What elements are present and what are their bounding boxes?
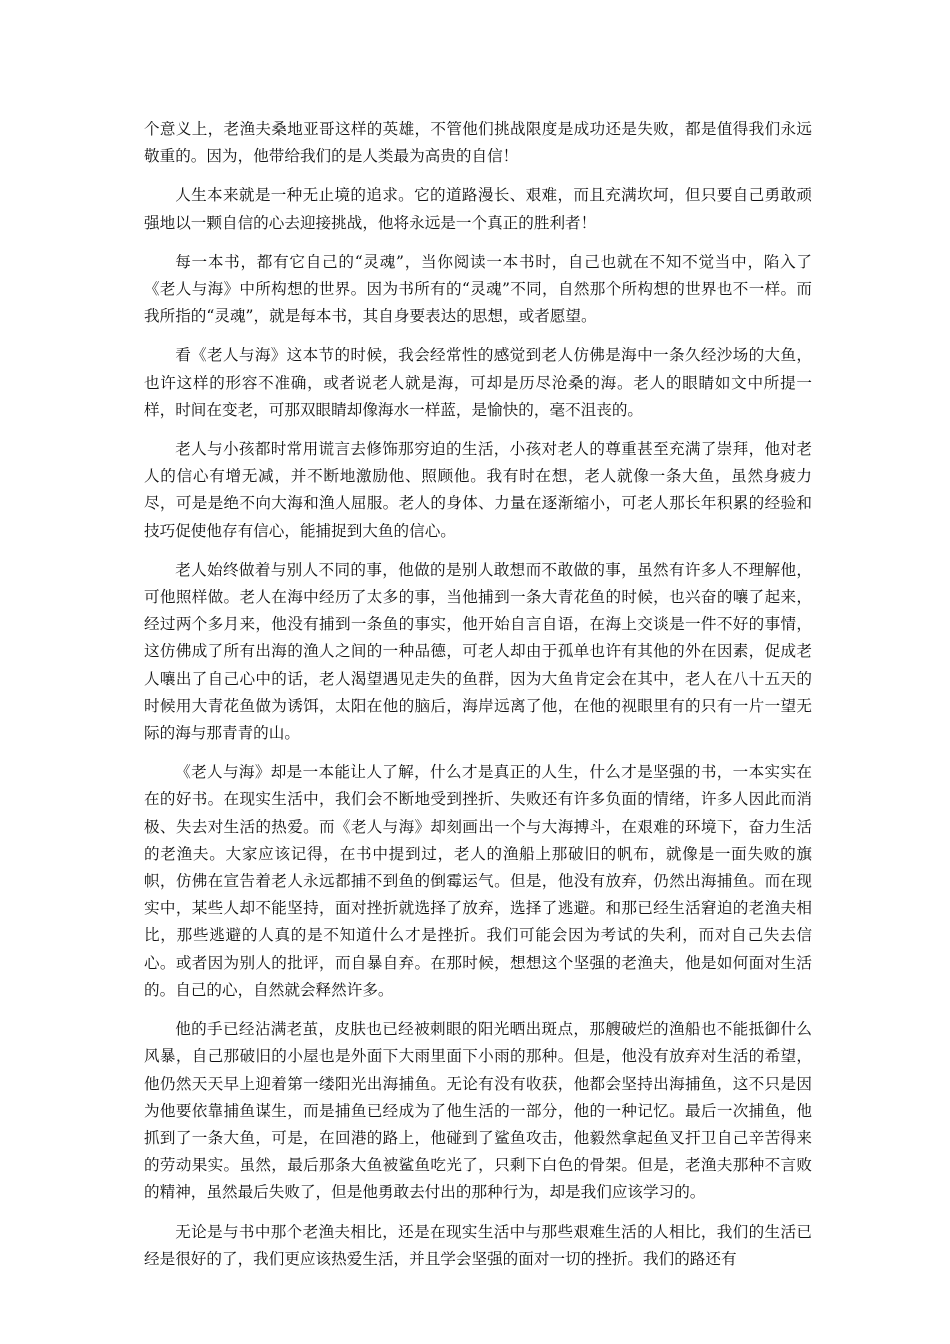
paragraph: 老人始终做着与别人不同的事，他做的是别人敢想而不敢做的事，虽然有许多人不理解他，可他照样做。老人在海中经历了太多的事，当他捕到一条大青花鱼的时候，也兴奋的嚷了起来，经过两个多月来，他没有捕到一条鱼的事实，他开始自言自语，在海上交谈是一件不好的事情，这仿佛成了所有出海的渔人之间的一种品德，可老人却由于孤单也许有其他的外在因素，促成老人嚷出了自己心中的话，老人渴望遇见走失的鱼群，因为大鱼肯定会在其中，老人在八十五天的时候用大青花鱼做为诱饵，太阳在他的脑后，海岸远离了他，在他的视眼里有的只有一片一望无际的海与那青青的山。 [144, 560, 812, 743]
paragraph: 每一本书，都有它自己的“灵魂”，当你阅读一本书时，自己也就在不知不觉当中，陷入了《老人与海》中所构想的世界。因为书所有的“灵魂”不同，自然那个所构想的世界也不一样。而我所指的“灵魂”，就是每本书，其自身要表达的思想，或者愿望。 [144, 252, 812, 326]
document-body [144, 116, 812, 1285]
paragraph: 《老人与海》却是一本能让人了解，什么才是真正的人生，什么才是坚强的书，一本实实在在的好书。在现实生活中，我们会不断地受到挫折、失败还有许多负面的情绪，许多人因此而消极、失去对生活的热爱。而《老人与海》却刻画出一个与大海搏斗，在艰难的环境下，奋力生活的老渔夫。大家应该记得，在书中提到过，老人的渔船上那破旧的帆布，就像是一面失败的旗帜，仿佛在宣告着老人永远都捕不到鱼的倒霉运气。但是，他没有放弃，仍然出海捕鱼。而在现实中，某些人却不能坚持，面对挫折就选择了放弃，选择了逃避。和那已经生活窘迫的老渔夫相比，那些逃避的人真的是不知道什么才是挫折。我们可能会因为考试的失利，而对自己失去信心。或者因为别人的批评，而自暴自弃。在那时候，想想这个坚强的老渔夫，他是如何面对生活的。自己的心，自然就会释然许多。 [144, 763, 812, 999]
paragraph: 人生本来就是一种无止境的追求。它的道路漫长、艰难，而且充满坎坷，但只要自己勇敢顽强地以一颗自信的心去迎接挑战，他将永远是一个真正的胜利者！ [144, 186, 812, 232]
paragraph: 个意义上，老渔夫桑地亚哥这样的英雄，不管他们挑战限度是成功还是失败，都是值得我们永远敬重的。因为，他带给我们的是人类最为高贵的自信！ [144, 120, 812, 166]
paragraph: 看《老人与海》这本节的时候，我会经常性的感觉到老人仿佛是海中一条久经沙场的大鱼，也许这样的形容不准确，或者说老人就是海，可却是历尽沧桑的海。老人的眼睛如文中所提一样，时间在变老，可那双眼睛却像海水一样蓝，是愉快的，毫不沮丧的。 [144, 346, 812, 419]
paragraph: 无论是与书中那个老渔夫相比，还是在现实生活中与那些艰难生活的人相比，我们的生活已经是很好的了，我们更应该热爱生活，并且学会坚强的面对一切的挫折。我们的路还有 [144, 1222, 812, 1268]
paragraph: 老人与小孩都时常用谎言去修饰那穷迫的生活，小孩对老人的尊重甚至充满了崇拜，他对老人的信心有增无减，并不断地激励他、照顾他。我有时在想，老人就像一条大鱼，虽然身疲力尽，可是是绝不向大海和渔人屈服。老人的身体、力量在逐渐缩小，可老人那长年积累的经验和技巧促使他存有信心，能捕捉到大鱼的信心。 [144, 440, 812, 540]
paragraph: 他的手已经沾满老茧，皮肤也已经被刺眼的阳光晒出斑点，那艘破烂的渔船也不能抵御什么风暴，自己那破旧的小屋也是外面下大雨里面下小雨的那种。但是，他没有放弃对生活的希望，他仍然天天早上迎着第一缕阳光出海捕鱼。无论有没有收获，他都会坚持出海捕鱼，这不只是因为他要依靠捕鱼谋生，而是捕鱼已经成为了他生活的一部分，他的一种记忆。最后一次捕鱼，他抓到了一条大鱼，可是，在回港的路上，他碰到了鲨鱼攻击，他毅然拿起鱼叉扞卫自己辛苦得来的劳动果实。虽然，最后那条大鱼被鲨鱼吃光了，只剩下白色的骨架。但是，老渔夫那种不言败的精神，虽然最后失败了，但是他勇敢去付出的那种行为，却是我们应该学习的。 [144, 1020, 812, 1202]
